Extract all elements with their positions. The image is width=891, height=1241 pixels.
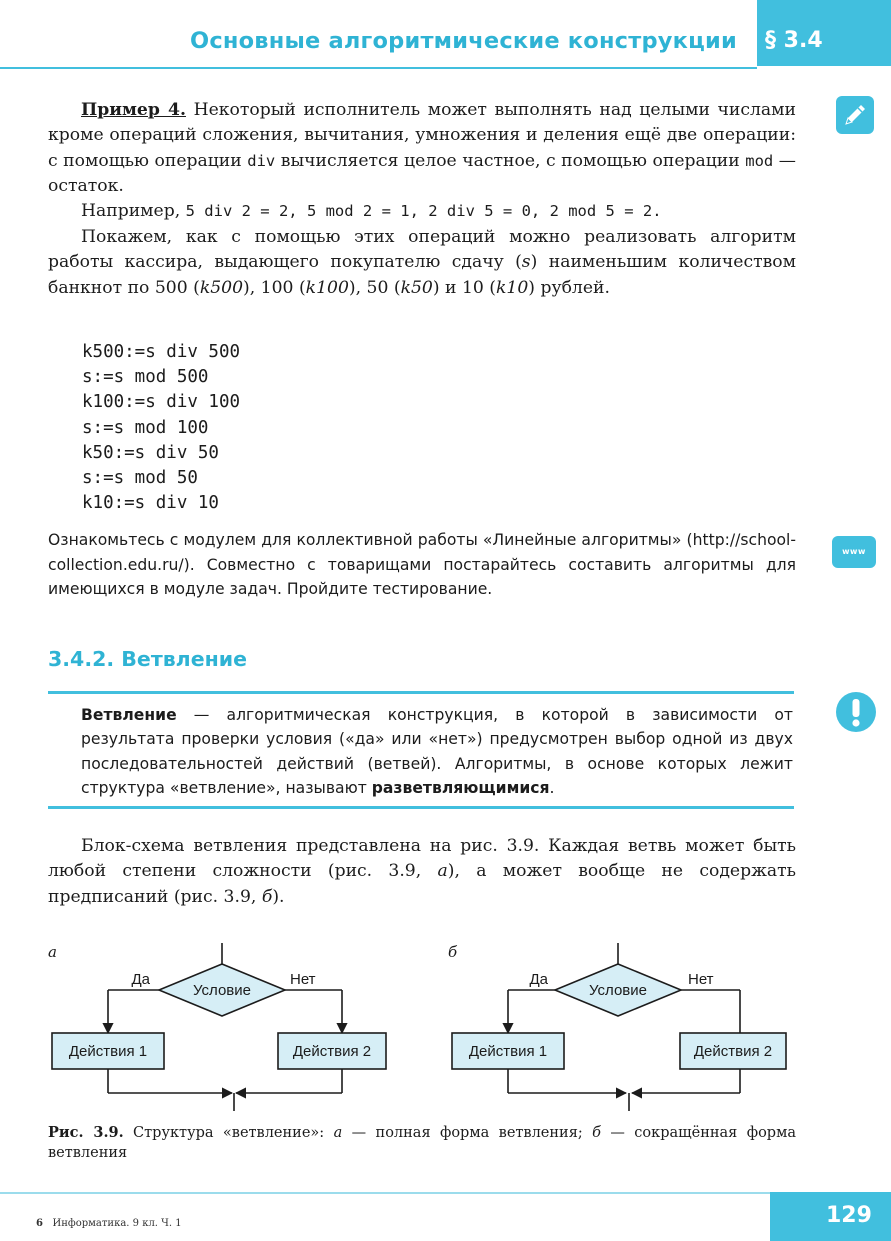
code-line: k500:=s div 500 bbox=[82, 342, 241, 362]
footer-marker: 6 bbox=[36, 1218, 43, 1229]
cashier-text: ) рублей. bbox=[528, 277, 610, 298]
page-number-box bbox=[770, 1192, 891, 1241]
var-k10: k10 bbox=[496, 277, 529, 298]
example-text: Некоторый исполнитель может выполнять над целыми числами кроме операций сложения, вычитания, умножения и деления ещё две операции: с помощью операции bbox=[48, 100, 796, 171]
caption-ref-b: б bbox=[592, 1125, 602, 1141]
definition-body: — алгоритмическая конструкция, в которой в зависимости от результата проверки условия («да» или «нет») предусмотрен выбор одной из двух последовательностей действий (ветвей). Алгоритмы, в основе которых лежит структура «ветвление», называют bbox=[81, 706, 793, 798]
caption-ref-a: а bbox=[333, 1125, 343, 1141]
example-paragraph bbox=[48, 98, 796, 199]
condition-label: Условие bbox=[193, 982, 251, 999]
example-label: Пример 4. bbox=[81, 100, 186, 120]
cashier-text: ) и 10 ( bbox=[432, 277, 496, 298]
page-number: 129 bbox=[826, 1203, 872, 1228]
code-line: k100:=s div 100 bbox=[82, 392, 241, 413]
definition-rule-bottom bbox=[48, 806, 794, 809]
caption-text: — сокращённая форма ветвления bbox=[48, 1125, 797, 1161]
blocks-text: ), а может вообще не содержать предписаний (рис. 3.9, bbox=[48, 861, 796, 907]
figure-caption bbox=[48, 1123, 796, 1163]
blocks-text: ). bbox=[272, 886, 285, 907]
cashier-text: ), 100 ( bbox=[243, 277, 306, 298]
code-line: k10:=s div 10 bbox=[82, 493, 219, 514]
example-text: вычисляется целое частное, с помощью операции bbox=[275, 150, 746, 171]
definition-text bbox=[81, 703, 793, 801]
header-divider bbox=[0, 67, 757, 69]
code-line: s:=s mod 100 bbox=[82, 417, 209, 438]
diagram-a bbox=[52, 943, 386, 1111]
var-s: s bbox=[521, 252, 531, 273]
caption-label: Рис. 3.9. bbox=[48, 1124, 124, 1141]
example-text: — остаток. bbox=[48, 150, 796, 196]
code-listing bbox=[82, 340, 240, 516]
cashier-text: ), 50 ( bbox=[348, 277, 401, 298]
cashier-paragraph bbox=[48, 225, 796, 301]
yes-label: Да bbox=[131, 971, 150, 988]
definition-box bbox=[48, 691, 794, 809]
ref-b: б bbox=[261, 886, 273, 907]
collab-paragraph: Ознакомьтесь с модулем для коллективной работы «Линейные алгоритмы» (http://school-collection.edu.ru/). Совместно с товарищами постарайтесь составить алгоритмы для имеющихся в модуле задач. Пройдите тестирование. bbox=[48, 531, 796, 599]
var-k100: k100 bbox=[305, 277, 349, 298]
figure-branching bbox=[40, 935, 800, 1120]
action2-label: Действия 2 bbox=[693, 1043, 773, 1060]
code-line: s:=s mod 500 bbox=[82, 367, 209, 388]
blocks-paragraph bbox=[48, 834, 796, 910]
yes-label: Да bbox=[529, 971, 548, 988]
ref-a: а bbox=[437, 861, 448, 882]
no-label: Нет bbox=[688, 971, 714, 988]
definition-term: Ветвление bbox=[81, 706, 177, 724]
action1-label: Действия 1 bbox=[68, 1043, 148, 1060]
definition-rule-top bbox=[48, 691, 794, 694]
code-line: k50:=s div 50 bbox=[82, 442, 219, 463]
figure-label-b: б bbox=[448, 943, 458, 961]
blocks-text: Блок-схема ветвления представлена на рис. 3.9. Каждая ветвь может быть любой степени сложности (рис. 3.9, bbox=[48, 836, 796, 882]
pencil-icon bbox=[836, 96, 874, 134]
www-icon: www bbox=[832, 536, 876, 568]
definition-end: . bbox=[549, 779, 555, 798]
definition-term2: разветвляющимися bbox=[371, 779, 550, 798]
caption-text: Структура «ветвление»: bbox=[123, 1125, 334, 1141]
action2-label: Действия 2 bbox=[292, 1043, 372, 1060]
example-expression: 5 div 2 = 2, 5 mod 2 = 1, 2 div 5 = 0, 2 mod 5 = 2. bbox=[185, 202, 662, 220]
condition-label: Условие bbox=[589, 982, 647, 999]
op-mod: mod bbox=[745, 151, 774, 170]
var-k500: k500 bbox=[199, 277, 244, 298]
chapter-title: Основные алгоритмические конструкции bbox=[190, 28, 737, 54]
figure-label-a: а bbox=[48, 943, 57, 961]
footer-imprint bbox=[36, 1218, 182, 1229]
action1-label: Действия 1 bbox=[468, 1043, 548, 1060]
section-badge bbox=[757, 0, 891, 66]
subsection-title: 3.4.2. Ветвление bbox=[48, 647, 248, 671]
example-lead: Например, bbox=[81, 201, 186, 221]
no-label: Нет bbox=[290, 971, 316, 988]
caption-text: — полная форма ветвления; bbox=[342, 1125, 593, 1141]
footer-book-title: Информатика. 9 кл. Ч. 1 bbox=[52, 1218, 182, 1229]
footer-divider bbox=[0, 1192, 770, 1194]
cashier-text: Покажем, как с помощью этих операций можно реализовать алгоритм работы кассира, выдающего покупателю сдачу ( bbox=[48, 227, 796, 273]
flowchart-svg bbox=[40, 935, 800, 1120]
example-instance bbox=[48, 199, 796, 224]
cashier-text: ) наименьшим количеством банкнот по 500 ( bbox=[48, 252, 796, 298]
code-line: s:=s mod 50 bbox=[82, 468, 198, 489]
section-number: § 3.4 bbox=[765, 28, 823, 53]
var-k50: k50 bbox=[400, 277, 433, 298]
diagram-b bbox=[452, 943, 786, 1111]
exclamation-icon bbox=[836, 692, 876, 732]
op-div: div bbox=[247, 151, 276, 170]
